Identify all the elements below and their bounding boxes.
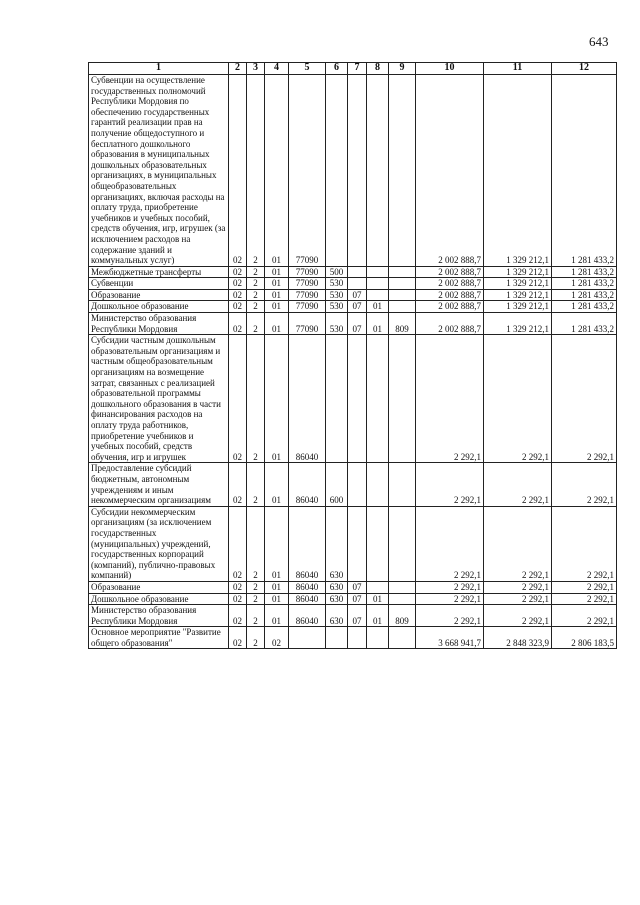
table-row [89, 463, 617, 506]
header-cell: 3 [247, 63, 265, 75]
amount-cell: 2 292,1 [552, 581, 617, 593]
table-row [89, 581, 617, 593]
code-cell: 07 [348, 313, 367, 335]
code-cell: 01 [367, 301, 389, 313]
header-cell: 4 [265, 63, 289, 75]
code-cell: 01 [265, 289, 289, 301]
amount-cell: 1 281 433,2 [552, 289, 617, 301]
amount-cell: 2 292,1 [484, 335, 552, 463]
amount-cell: 2 292,1 [416, 593, 484, 605]
code-cell: 02 [229, 605, 247, 627]
amount-cell: 1 281 433,2 [552, 313, 617, 335]
code-cell: 77090 [289, 289, 326, 301]
code-cell [326, 75, 348, 267]
code-cell [389, 335, 416, 463]
code-cell: 01 [265, 278, 289, 290]
code-cell: 01 [265, 75, 289, 267]
amount-cell: 2 292,1 [484, 463, 552, 506]
code-cell [367, 581, 389, 593]
amount-cell: 3 668 941,7 [416, 627, 484, 649]
amount-cell: 2 002 888,7 [416, 313, 484, 335]
amount-cell: 1 329 212,1 [484, 313, 552, 335]
code-cell: 07 [348, 605, 367, 627]
code-cell [389, 593, 416, 605]
row-name-cell: Основное мероприятие "Развитие общего образования" [89, 627, 229, 649]
code-cell: 530 [326, 313, 348, 335]
amount-cell: 2 292,1 [416, 506, 484, 581]
code-cell [389, 289, 416, 301]
code-cell: 02 [229, 335, 247, 463]
code-cell [389, 627, 416, 649]
table-row [89, 266, 617, 278]
row-name-cell: Предоставление субсидий бюджетным, автономным учреждениям и иным некоммерческим организациям [89, 463, 229, 506]
code-cell: 2 [247, 506, 265, 581]
code-cell: 2 [247, 627, 265, 649]
code-cell: 01 [265, 313, 289, 335]
code-cell: 600 [326, 463, 348, 506]
code-cell: 2 [247, 75, 265, 267]
code-cell: 02 [265, 627, 289, 649]
amount-cell: 2 002 888,7 [416, 301, 484, 313]
code-cell [389, 266, 416, 278]
code-cell: 2 [247, 278, 265, 290]
header-cell: 6 [326, 63, 348, 75]
amount-cell: 1 281 433,2 [552, 266, 617, 278]
code-cell [348, 266, 367, 278]
row-name-cell: Министерство образования Республики Мордовия [89, 313, 229, 335]
page-number: 643 [589, 34, 609, 49]
row-name-cell: Субсидии некоммерческим организациям (за исключением государственных (муниципальных) учреждений, государственных корпораций (компаний), публично-правовых компаний) [89, 506, 229, 581]
code-cell: 77090 [289, 301, 326, 313]
amount-cell: 2 292,1 [552, 463, 617, 506]
code-cell: 809 [389, 605, 416, 627]
amount-cell: 1 329 212,1 [484, 278, 552, 290]
amount-cell: 2 292,1 [416, 581, 484, 593]
row-name-cell: Субвенции [89, 278, 229, 290]
table-row [89, 335, 617, 463]
code-cell: 01 [367, 605, 389, 627]
code-cell: 01 [265, 506, 289, 581]
table-row [89, 301, 617, 313]
amount-cell: 2 002 888,7 [416, 75, 484, 267]
amount-cell: 2 806 183,5 [552, 627, 617, 649]
code-cell: 02 [229, 313, 247, 335]
code-cell: 2 [247, 593, 265, 605]
code-cell: 86040 [289, 463, 326, 506]
code-cell [348, 627, 367, 649]
code-cell [389, 506, 416, 581]
code-cell: 86040 [289, 506, 326, 581]
table-row [89, 506, 617, 581]
code-cell: 77090 [289, 313, 326, 335]
code-cell: 07 [348, 301, 367, 313]
row-name-cell: Субсидии частным дошкольным образовательным организациям и частным общеобразовательным организациям на возмещение затрат, связанных с реализацией образовательной программы дошкольного образования в части финансирования расходов на оплату труда работников, приобретение учебников и учебных пособий, средств обучения, игр и игрушек [89, 335, 229, 463]
amount-cell: 2 292,1 [416, 335, 484, 463]
code-cell: 02 [229, 278, 247, 290]
amount-cell: 2 292,1 [552, 335, 617, 463]
code-cell: 86040 [289, 593, 326, 605]
table-row [89, 605, 617, 627]
code-cell: 2 [247, 581, 265, 593]
amount-cell: 2 292,1 [552, 605, 617, 627]
code-cell: 77090 [289, 266, 326, 278]
code-cell: 630 [326, 506, 348, 581]
code-cell: 86040 [289, 581, 326, 593]
header-cell: 11 [484, 63, 552, 75]
code-cell [348, 463, 367, 506]
code-cell [389, 581, 416, 593]
code-cell: 77090 [289, 278, 326, 290]
code-cell: 500 [326, 266, 348, 278]
code-cell: 02 [229, 289, 247, 301]
amount-cell: 2 292,1 [484, 605, 552, 627]
code-cell: 2 [247, 289, 265, 301]
table-row [89, 593, 617, 605]
code-cell: 530 [326, 278, 348, 290]
code-cell [326, 627, 348, 649]
amount-cell: 2 002 888,7 [416, 266, 484, 278]
code-cell [367, 335, 389, 463]
table-header-row [89, 63, 617, 75]
code-cell: 02 [229, 506, 247, 581]
code-cell [348, 75, 367, 267]
code-cell: 02 [229, 581, 247, 593]
code-cell [348, 278, 367, 290]
row-name-cell: Межбюджетные трансферты [89, 266, 229, 278]
code-cell [367, 627, 389, 649]
amount-cell: 1 329 212,1 [484, 301, 552, 313]
row-name-cell: Субвенции на осуществление государственных полномочий Республики Мордовия по обеспечению государственных гарантий реализации прав на получение общедоступного и бесплатного дошкольного образования в муниципальных дошкольных образовательных организациях, в муниципальных общеобразовательных организациях, включая расходы на оплату труда, приобретение учебников и учебных пособий, средств обучения, игр, игрушек (за исключением расходов на содержание зданий и коммунальных услуг) [89, 75, 229, 267]
code-cell: 02 [229, 75, 247, 267]
header-cell: 9 [389, 63, 416, 75]
code-cell: 01 [265, 301, 289, 313]
code-cell [367, 289, 389, 301]
code-cell [367, 75, 389, 267]
budget-table [88, 62, 617, 649]
code-cell: 01 [265, 463, 289, 506]
row-name-cell: Дошкольное образование [89, 593, 229, 605]
amount-cell: 2 292,1 [484, 593, 552, 605]
amount-cell: 2 848 323,9 [484, 627, 552, 649]
amount-cell: 2 292,1 [484, 506, 552, 581]
code-cell [348, 506, 367, 581]
amount-cell: 1 329 212,1 [484, 266, 552, 278]
amount-cell: 2 292,1 [416, 605, 484, 627]
code-cell: 02 [229, 627, 247, 649]
table-row [89, 278, 617, 290]
code-cell: 809 [389, 313, 416, 335]
code-cell: 01 [265, 605, 289, 627]
code-cell: 530 [326, 289, 348, 301]
amount-cell: 1 281 433,2 [552, 278, 617, 290]
amount-cell: 2 292,1 [484, 581, 552, 593]
code-cell: 07 [348, 581, 367, 593]
header-cell: 12 [552, 63, 617, 75]
code-cell: 2 [247, 605, 265, 627]
header-cell: 8 [367, 63, 389, 75]
code-cell: 630 [326, 581, 348, 593]
code-cell: 2 [247, 335, 265, 463]
code-cell [367, 266, 389, 278]
amount-cell: 1 281 433,2 [552, 75, 617, 267]
code-cell: 630 [326, 593, 348, 605]
header-cell: 2 [229, 63, 247, 75]
row-name-cell: Образование [89, 289, 229, 301]
code-cell: 07 [348, 289, 367, 301]
code-cell: 02 [229, 593, 247, 605]
table-row [89, 289, 617, 301]
header-cell: 7 [348, 63, 367, 75]
code-cell: 86040 [289, 605, 326, 627]
code-cell: 77090 [289, 75, 326, 267]
code-cell: 01 [265, 593, 289, 605]
code-cell: 2 [247, 266, 265, 278]
code-cell [367, 463, 389, 506]
row-name-cell: Образование [89, 581, 229, 593]
code-cell: 01 [265, 335, 289, 463]
row-name-cell: Министерство образования Республики Мордовия [89, 605, 229, 627]
header-cell: 5 [289, 63, 326, 75]
code-cell [348, 335, 367, 463]
code-cell [367, 278, 389, 290]
code-cell [389, 278, 416, 290]
code-cell [389, 463, 416, 506]
code-cell [289, 627, 326, 649]
code-cell: 2 [247, 313, 265, 335]
code-cell: 2 [247, 301, 265, 313]
amount-cell: 1 329 212,1 [484, 289, 552, 301]
code-cell [367, 506, 389, 581]
amount-cell: 2 002 888,7 [416, 289, 484, 301]
amount-cell: 2 002 888,7 [416, 278, 484, 290]
code-cell [389, 75, 416, 267]
code-cell: 01 [265, 581, 289, 593]
code-cell: 86040 [289, 335, 326, 463]
amount-cell: 2 292,1 [552, 506, 617, 581]
table-row [89, 313, 617, 335]
amount-cell: 2 292,1 [416, 463, 484, 506]
code-cell: 01 [367, 313, 389, 335]
code-cell: 02 [229, 463, 247, 506]
row-name-cell: Дошкольное образование [89, 301, 229, 313]
code-cell: 01 [367, 593, 389, 605]
amount-cell: 2 292,1 [552, 593, 617, 605]
code-cell: 630 [326, 605, 348, 627]
code-cell: 530 [326, 301, 348, 313]
amount-cell: 1 281 433,2 [552, 301, 617, 313]
table-row [89, 627, 617, 649]
header-cell: 10 [416, 63, 484, 75]
code-cell: 07 [348, 593, 367, 605]
table-row [89, 75, 617, 267]
code-cell [389, 301, 416, 313]
code-cell: 02 [229, 301, 247, 313]
code-cell [326, 335, 348, 463]
code-cell: 2 [247, 463, 265, 506]
code-cell: 01 [265, 266, 289, 278]
header-cell: 1 [89, 63, 229, 75]
amount-cell: 1 329 212,1 [484, 75, 552, 267]
code-cell: 02 [229, 266, 247, 278]
